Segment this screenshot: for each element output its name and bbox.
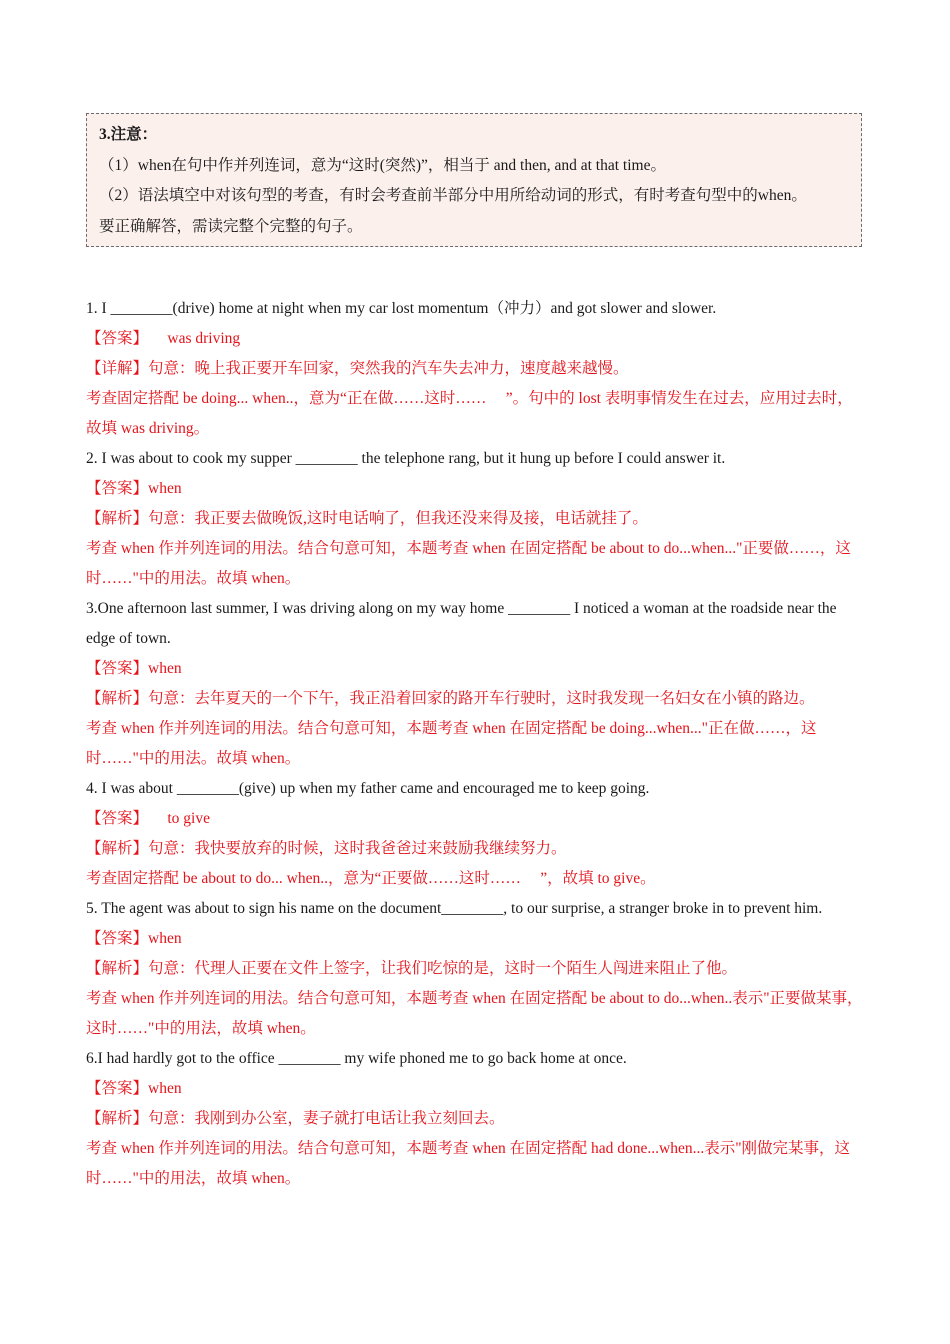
answer-line: 【答案】when <box>86 930 182 947</box>
answer-line: 【答案】when <box>86 660 182 677</box>
explanation-text: 考查 when 作并列连词的用法。结合句意可知，本题考查 when 在固定搭配 be about to do...when..."正要做……，这时……"中的用法。故填 when。 <box>86 540 851 587</box>
analysis-line: 【解析】句意：代理人正要在文件上签字，让我们吃惊的是，这时一个陌生人闯进来阻止了他。 <box>86 960 738 977</box>
exercise-item <box>86 894 866 1044</box>
answer-line: 【答案】 to give <box>86 810 210 827</box>
exercise-item <box>86 594 866 774</box>
exercise-item <box>86 1044 866 1194</box>
answer-line: 【答案】 was driving <box>86 330 241 347</box>
analysis-line: 【解析】句意：我快要放弃的时候，这时我爸爸过来鼓励我继续努力。 <box>86 840 567 857</box>
explanation-text: 考查 when 作并列连词的用法。结合句意可知，本题考查 when 在固定搭配 had done...when...表示"刚做完某事，这时……"中的用法，故填 when。 <box>86 1140 851 1187</box>
question-text: 3.One afternoon last summer, I was driving along on my way home ________ I noticed a woman at the roadside near the edge of town. <box>86 600 837 647</box>
answer-line: 【答案】when <box>86 480 182 497</box>
analysis-line: 【解析】句意：去年夏天的一个下午，我正沿着回家的路开车行驶时，这时我发现一名妇女在小镇的路边。 <box>86 690 815 707</box>
explanation-text: 考查固定搭配 be about to do... when..，意为“正要做……这时…… ”，故填 to give。 <box>86 870 656 887</box>
exercise-item <box>86 444 866 594</box>
exercise-item <box>86 294 866 444</box>
answer-line: 【答案】when <box>86 1080 182 1097</box>
explanation-text: 考查固定搭配 be doing... when..，意为“正在做……这时…… ”。句中的 lost 表明事情发生在过去，应用过去时，故填 was driving。 <box>86 390 853 437</box>
question-text: 1. I ________(drive) home at night when my car lost momentum（冲力）and got slower and slower. <box>86 300 717 317</box>
question-text: 2. I was about to cook my supper ________ the telephone rang, but it hung up before I could answer it. <box>86 450 726 467</box>
note-line: 要正确解答，需读完整个完整的句子。 <box>99 217 363 235</box>
analysis-line: 【解析】句意：我正要去做晚饭,这时电话响了，但我还没来得及接，电话就挂了。 <box>86 510 648 527</box>
note-box <box>86 113 862 247</box>
note-line: （1）when在句中作并列连词，意为“这时(突然)”，相当于 and then, and at that time。 <box>99 156 666 174</box>
analysis-line: 【详解】句意：晚上我正要开车回家，突然我的汽车失去冲力，速度越来越慢。 <box>86 360 629 377</box>
exercise-list <box>86 294 866 1194</box>
explanation-text: 考查 when 作并列连词的用法。结合句意可知，本题考查 when 在固定搭配 be doing...when..."正在做……，这时……"中的用法。故填 when。 <box>86 720 817 767</box>
question-text: 5. The agent was about to sign his name on the document________, to our surprise, a stranger broke in to prevent him. <box>86 900 823 917</box>
question-text: 6.I had hardly got to the office ________ my wife phoned me to go back home at once. <box>86 1050 627 1067</box>
analysis-line: 【解析】句意：我刚到办公室，妻子就打电话让我立刻回去。 <box>86 1110 505 1127</box>
note-line: （2）语法填空中对该句型的考查，有时会考查前半部分中用所给动词的形式，有时考查句型中的when。 <box>99 187 807 204</box>
explanation-text: 考查 when 作并列连词的用法。结合句意可知，本题考查 when 在固定搭配 be about to do...when..表示"正要做某事，这时……"中的用法，故填 when。 <box>86 990 863 1037</box>
exercise-item <box>86 774 866 894</box>
note-title: 3.注意： <box>99 126 158 143</box>
question-text: 4. I was about ________(give) up when my father came and encouraged me to keep going. <box>86 780 650 797</box>
